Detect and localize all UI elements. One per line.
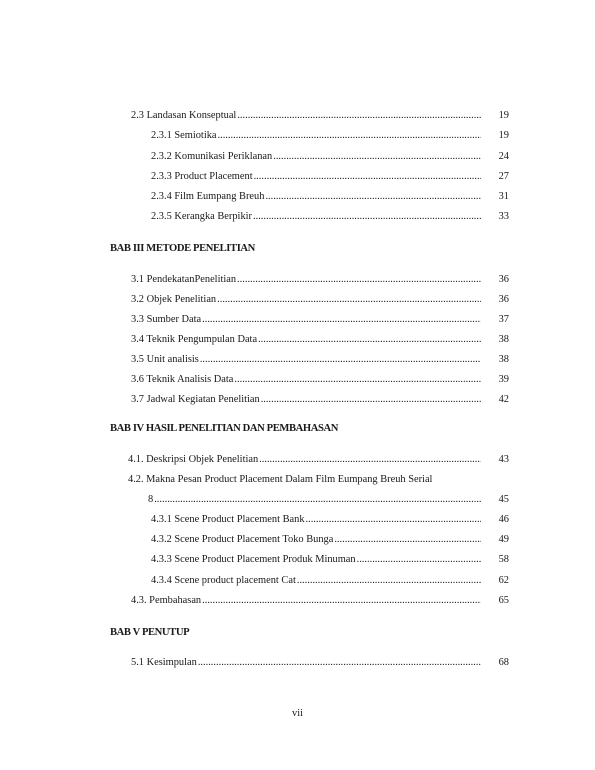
toc-entry[interactable] [151,150,509,164]
toc-entry-page: 19 [498,110,509,121]
toc-entry-page: 36 [498,294,509,305]
toc-entry[interactable] [151,553,509,567]
toc-entry-label: 2.3.4 Film Eumpang Breuh [151,191,265,202]
toc-entry-label: 2.3.5 Kerangka Berpikir [151,211,252,222]
toc-entry-label: 8 [148,494,154,505]
toc-entry-label: 3.3 Sumber Data [131,314,202,325]
toc-entry[interactable] [151,129,509,143]
chapter-heading: BAB V PENUTUP [110,627,190,638]
toc-entry[interactable] [131,393,509,407]
chapter-heading: BAB III METODE PENELITIAN [110,243,255,254]
toc-entry-page: 42 [498,394,509,405]
toc-entry[interactable] [131,109,509,123]
toc-entry-page: 68 [498,657,509,668]
toc-entry-page: 39 [498,374,509,385]
toc-entry[interactable] [128,453,509,467]
chapter-heading: BAB IV HASIL PENELITIAN DAN PEMBAHASAN [110,423,339,434]
toc-entry-page: 43 [498,454,509,465]
toc-entry-page: 45 [498,494,509,505]
toc-entry-label: 4.3.2 Scene Product Placement Toko Bunga [151,534,334,545]
toc-entry[interactable] [148,493,509,507]
toc-entry-page: 62 [498,575,509,586]
toc-entry-label: 5.1 Kesimpulan [131,657,197,668]
toc-entry-page: 38 [498,354,509,365]
toc-entry-page: 38 [498,334,509,345]
toc-entry[interactable] [151,210,509,224]
toc-entry-label: 2.3.1 Semiotika [151,130,217,141]
toc-entry-label: 4.2. Makna Pesan Product Placement Dalam Film Eumpang Breuh Serial [128,474,433,485]
toc-entry-label: 2.3.3 Product Placement [151,171,253,182]
toc-entry[interactable] [151,513,509,527]
toc-entry-label: 3.5 Unit analisis [131,354,199,365]
toc-entry-label: 4.3.3 Scene Product Placement Produk Minuman [151,554,356,565]
toc-entry[interactable] [131,293,509,307]
toc-entry-page: 31 [498,191,509,202]
toc-entry-label: 3.4 Teknik Pengumpulan Data [131,334,258,345]
toc-entry[interactable] [128,473,481,487]
toc-entry[interactable] [151,574,509,588]
toc-entry-page: 19 [498,130,509,141]
toc-entry-label: 2.3.2 Komunikasi Periklanan [151,151,273,162]
toc-entry-page: 33 [498,211,509,222]
toc-entry-page: 65 [498,595,509,606]
toc-entry[interactable] [131,656,509,670]
toc-entry-label: 2.3 Landasan Konseptual [131,110,237,121]
toc-entry[interactable] [151,533,509,547]
toc-entry[interactable] [131,333,509,347]
toc-entry-page: 46 [498,514,509,525]
toc-entry-label: 4.3. Pembahasan [131,595,202,606]
toc-entry-label: 3.2 Objek Penelitian [131,294,217,305]
toc-entry[interactable] [151,170,509,184]
toc-entry[interactable] [131,273,509,287]
toc-entry-label: 4.1. Deskripsi Objek Penelitian [128,454,259,465]
toc-entry[interactable] [131,353,509,367]
toc-entry-label: 3.6 Teknik Analisis Data [131,374,234,385]
toc-entry[interactable] [131,313,509,327]
toc-entry-label: 4.3.1 Scene Product Placement Bank [151,514,305,525]
toc-entry[interactable] [131,373,509,387]
toc-entry-page: 24 [498,151,509,162]
toc-entry-page: 58 [498,554,509,565]
toc-entry-page: 49 [498,534,509,545]
toc-entry-page: 27 [498,171,509,182]
page-number: vii [292,708,303,719]
toc-entry-label: 3.7 Jadwal Kegiatan Penelitian [131,394,260,405]
toc-entry[interactable] [151,190,509,204]
toc-entry-label: 4.3.4 Scene product placement Cat [151,575,296,586]
toc-entry[interactable] [131,594,509,608]
toc-entry-page: 36 [498,274,509,285]
toc-entry-label: 3.1 PendekatanPenelitian [131,274,237,285]
toc-entry-page: 37 [498,314,509,325]
